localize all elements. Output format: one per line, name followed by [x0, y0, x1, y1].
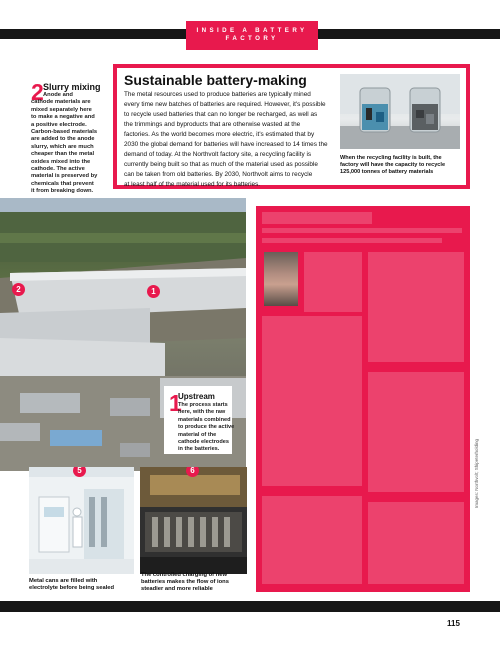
sustainable-line: can be taken from old batteries. By 2030, Northvolt aims to recycle: [124, 171, 313, 178]
redacted-block: [262, 212, 372, 224]
redacted-block: [368, 252, 464, 362]
slurry-line: to make a negative and: [31, 114, 95, 121]
section-tag: [186, 21, 318, 50]
slurry-line: are added to the anode: [31, 136, 95, 143]
slurry-body: [31, 92, 107, 196]
jars-illustration: [340, 74, 460, 149]
slurry-step-number: 2: [31, 79, 44, 105]
slurry-line: cathode. The active: [31, 166, 85, 173]
recycling-caption: [340, 155, 464, 176]
upstream-step-number: 1: [169, 390, 182, 416]
slurry-line: slurry, which are much: [31, 143, 94, 150]
upstream-line: cathode electrodes: [178, 439, 229, 446]
footer-bar: [0, 601, 500, 612]
charging-illustration: [140, 467, 247, 574]
sustainable-line: factories. As the world becomes more electric, it's estimated that by: [124, 131, 315, 138]
jar-left: [360, 88, 390, 132]
upstream-line: The process starts: [178, 402, 228, 408]
upstream-line: materials combined: [178, 416, 231, 423]
slurry-line: oxides mixed into the: [31, 158, 91, 165]
slurry-line: it from breaking down.: [31, 188, 94, 195]
redacted-block: [262, 228, 462, 233]
photo5-caption: [29, 578, 137, 592]
caption-line: factory will have the capacity to recycle: [340, 162, 446, 168]
step-5-badge: 5: [73, 467, 86, 477]
sustainable-title: Sustainable battery-making: [124, 72, 307, 88]
charging-photo: [140, 467, 247, 574]
redacted-block: [262, 238, 442, 243]
section-tag-line1: INSIDE A BATTERY: [196, 27, 308, 34]
slurry-line: cathode materials are: [31, 99, 91, 106]
step-2-badge: 2: [12, 283, 25, 296]
caption-line: steadier and more reliable: [141, 586, 213, 593]
slurry-line: a positive electrode.: [31, 121, 87, 128]
jar-right: [410, 88, 440, 132]
upstream-line: material of the: [178, 431, 217, 438]
photo6-caption: [141, 572, 249, 594]
caption-line: Metal cans are filled with: [29, 578, 98, 584]
redacted-block: [262, 496, 362, 584]
slurry-line: Anode and: [43, 92, 73, 98]
slurry-title: Slurry mixing: [43, 82, 101, 92]
sustainable-line: demand of today. At the Northvolt factory site, a recycling facility is: [124, 151, 312, 158]
redacted-block: [368, 502, 464, 584]
step-1-badge: 1: [147, 285, 160, 298]
caption-line: 125,000 tonnes of battery materials: [340, 169, 434, 175]
sustainable-line: at least half of the material used for its batteries.: [124, 181, 261, 188]
upstream-line: to produce the active: [178, 424, 235, 431]
sustainable-line: currently being built so that as much of the material used as possible: [124, 161, 318, 168]
caption-line: The controlled charging of new: [141, 572, 227, 578]
page-number: 115: [447, 619, 460, 628]
slurry-line: mixed separately here: [31, 106, 92, 113]
sustainable-line: The metal resources used to produce batteries are typically mined: [124, 91, 311, 98]
recycling-jars-photo: [340, 74, 460, 149]
sustainable-line: the trimmings and byproducts that are otherwise wasted at the: [124, 121, 301, 128]
redacted-portrait: [264, 252, 298, 306]
caption-line: electrolyte before being sealed: [29, 585, 115, 592]
upstream-title: Upstream: [178, 392, 215, 401]
upstream-body: [178, 402, 236, 454]
sustainable-body: [124, 90, 334, 190]
caption-line: When the recycling facility is built, the: [340, 155, 442, 161]
step-6-badge: 6: [186, 467, 199, 477]
cleanroom-illustration: [29, 467, 134, 574]
upstream-line: in the batteries.: [178, 446, 220, 453]
slurry-line: material is preserved by: [31, 173, 98, 180]
upstream-line: here, with the raw: [178, 409, 226, 416]
slurry-line: chemicals that prevent: [31, 180, 94, 187]
caption-line: batteries makes the flow of ions: [141, 579, 229, 586]
slurry-line: cheaper than the metal: [31, 151, 95, 158]
slurry-line: Carbon-based materials: [31, 129, 98, 136]
redacted-block: [304, 252, 362, 312]
sustainable-line: to recycle used batteries that can no longer be recharged, as well as: [124, 111, 318, 118]
section-tag-line2: FACTORY: [225, 35, 279, 42]
image-credit: Images: Northvolt; Shipeterholding: [474, 438, 479, 508]
redacted-block: [368, 372, 464, 492]
redacted-block: [262, 316, 362, 486]
sustainable-line: 2030 the global demand for batteries will have increased to 14 times the: [124, 141, 328, 148]
cleanroom-photo: [29, 467, 134, 574]
sustainable-line: every time new batches of batteries are required. However, it's possible: [124, 101, 326, 108]
